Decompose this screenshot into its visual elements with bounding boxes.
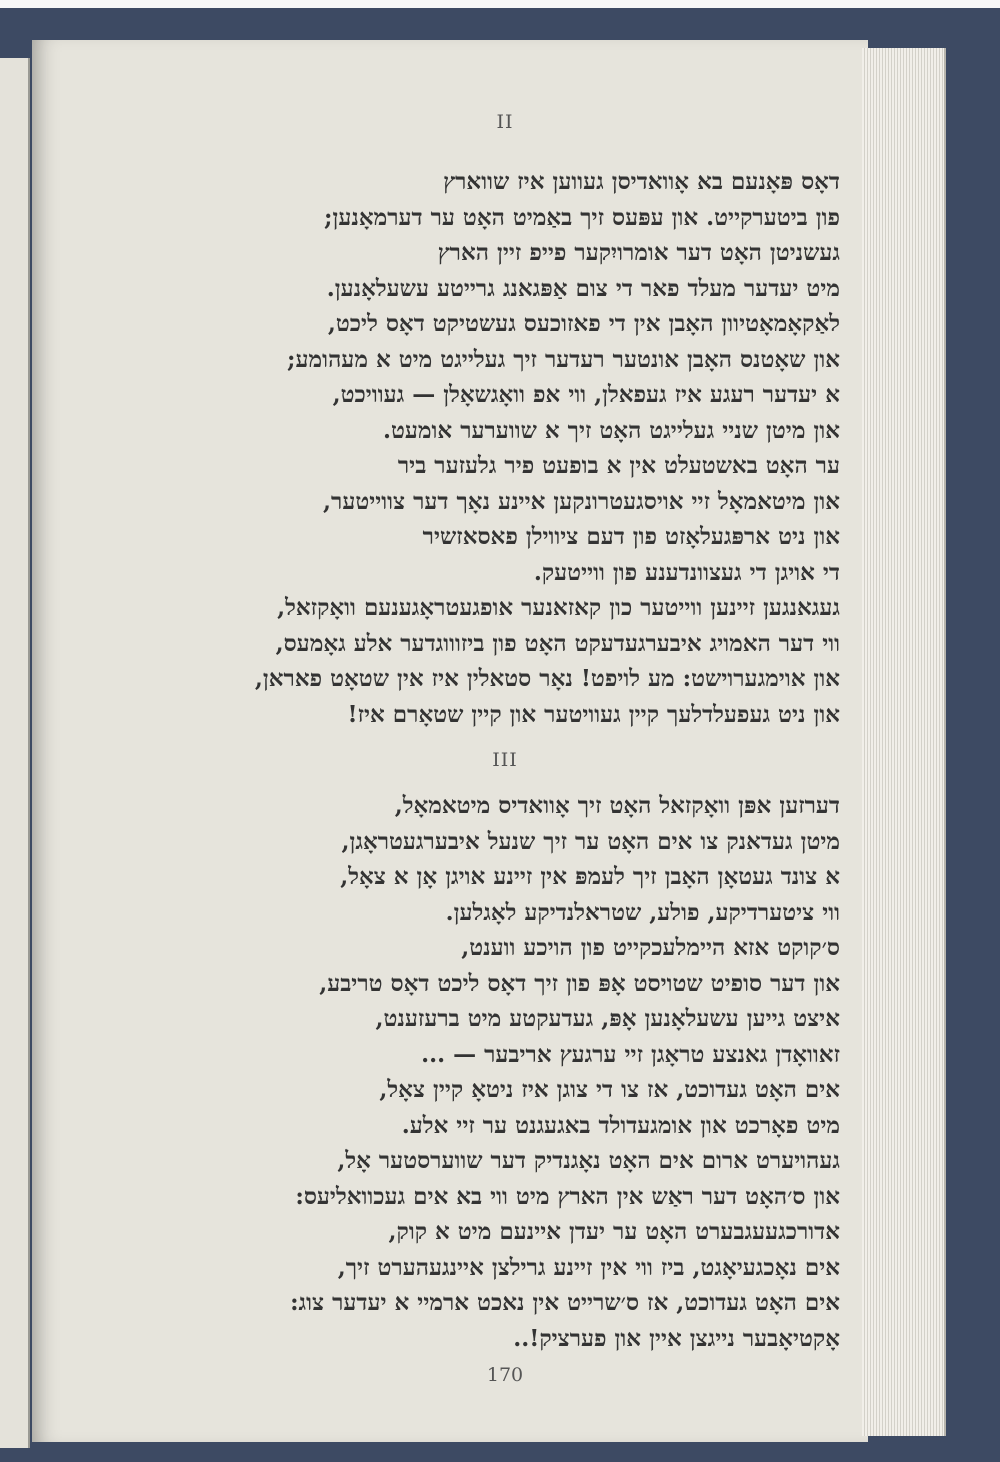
poem-line: אָקטיאָבער נייגצן איין און פערציק!.. xyxy=(513,1324,840,1352)
poem-line: דערזען אפּן וואָקזאל האָט זיך אָוואדיס מיטאמאָל, xyxy=(394,792,840,819)
poem-line: אים האָט געדוכט, אז ס׳שרייט אין נאכט ארמיי א יעדער צוג: xyxy=(290,1289,840,1316)
section-heading-2: II xyxy=(496,111,514,133)
page-content xyxy=(170,108,840,1386)
poem-line: מיט פאָרכט און אומגעדולד באגעגנט ער זיי אלע. xyxy=(401,1111,840,1139)
poem-line: די אויגן די געצוונדענע פון ווייטעק. xyxy=(533,558,840,586)
poem-line: און דער סופיט שטויסט אָפּ פון זיך דאָס ליכט דאָס טריבע, xyxy=(319,969,840,997)
page-number: 170 xyxy=(486,1364,524,1386)
poem-line: דאָס פּאָנעם בא אָוואדיסן געווען איז שווארץ xyxy=(443,168,840,195)
poem-line: געגאנגען זיינען ווייטער כון קאזאנער אופגעטראָגענעם וואָקזאל, xyxy=(277,594,840,621)
page-edges xyxy=(862,48,946,1436)
section-gap xyxy=(170,732,840,788)
poem-line: לאַקאָמאָטיוון האָבן אין די פאזוכעס געשטיקט דאָס ליכט, xyxy=(327,310,840,337)
poem-line: א צונד געטאָן האָבן זיך לעמפּ אין זיינע אויגן אָן א צאָל, xyxy=(340,863,840,890)
scan-border xyxy=(0,0,1000,8)
poem-line: ס׳קוקט אזא היימלעכקייט פון הויכע ווענט, xyxy=(461,934,840,961)
poem-line: און ס׳האָט דער ראַש אין הארץ מיט ווי בא אים געכוואליעס: xyxy=(295,1182,840,1210)
poem-line: און ניט ארפּגעלאָזט פון דעם ציווילן פאסאזשיר xyxy=(422,523,840,550)
poem-line: און מיטן שניי געלייגט האָט זיך א שווערער אומעט. xyxy=(382,416,840,444)
poem-line: זאוואָדן גאנצע טראָגן זיי ערגעץ אריבער — ... xyxy=(421,1040,840,1068)
left-page-edge xyxy=(0,58,30,1448)
poem-line: ווי דער האמויג איבערגעדעקט האָט פון ביזוווגדער אלע גאָמעס, xyxy=(275,629,840,657)
poem-line: געשניטן האָט דער אומרויִקער פייפ זיין הארץ xyxy=(437,239,840,266)
poem-line: און ניט געפעלדלעך קיין געוויטער און קיין שטאָרם איז! xyxy=(347,700,840,728)
poem-section-3 xyxy=(170,788,840,1356)
poem-line: ווי ציטערדיקע, פולע, שטראלנדיקע לאָגלען. xyxy=(445,898,840,926)
poem-line: פון ביטערקייט. און עפּעס זיך באַמיט האָט ער דערמאָנען; xyxy=(323,203,840,231)
poem-line: און אוימגערוישט: מע לויפט! נאָר סטאלין איז אין שטאָט פאראן, xyxy=(254,665,840,692)
poem-line: א יעדער רעגע איז געפאלן, ווי אפ וואָגשאָלן — געוויכט, xyxy=(332,381,840,408)
poem-line: געהויערט ארום אים האָט נאָגנדיק דער שווערסטער אָל, xyxy=(337,1147,840,1174)
poem-line: מיטן געדאנק צו אים האָט ער זיך שנעל איבערגעטראָגן, xyxy=(341,827,840,855)
poem-section-2 xyxy=(170,164,840,732)
poem-line: איצט גייען עשעלאָנען אָפּ, געדעקטע מיט ברעזענט, xyxy=(375,1005,840,1032)
section-heading-3: III xyxy=(492,749,518,771)
poem-line: אדורכגעעגבערט האָט ער יעדן איינעם מיט א קוק, xyxy=(388,1218,840,1245)
poem-line: אים האָט געדוכט, אז צו די צוגן איז ניטאָ קיין צאָל, xyxy=(379,1076,840,1103)
poem-line: ער האָט באשטעלט אין א בופעט פיר גלעזער ביר xyxy=(397,452,840,479)
poem-line: מיט יעדער מעלד פאר די צום אַפּגאנג גרייטע עשעלאָנען. xyxy=(326,274,840,302)
poem-line: און שאָטנס האָבן אונטער רעדער זיך געלייגט מיט א מעהומע; xyxy=(287,345,840,373)
poem-line: און מיטאמאָל זיי אויסגעטרונקען איינע נאָך דער צווייטער, xyxy=(323,487,840,515)
poem-line: אים נאָכגעיאָגט, ביז ווי אין זיינע גרילצן איינגעהערט זיך, xyxy=(337,1253,840,1281)
